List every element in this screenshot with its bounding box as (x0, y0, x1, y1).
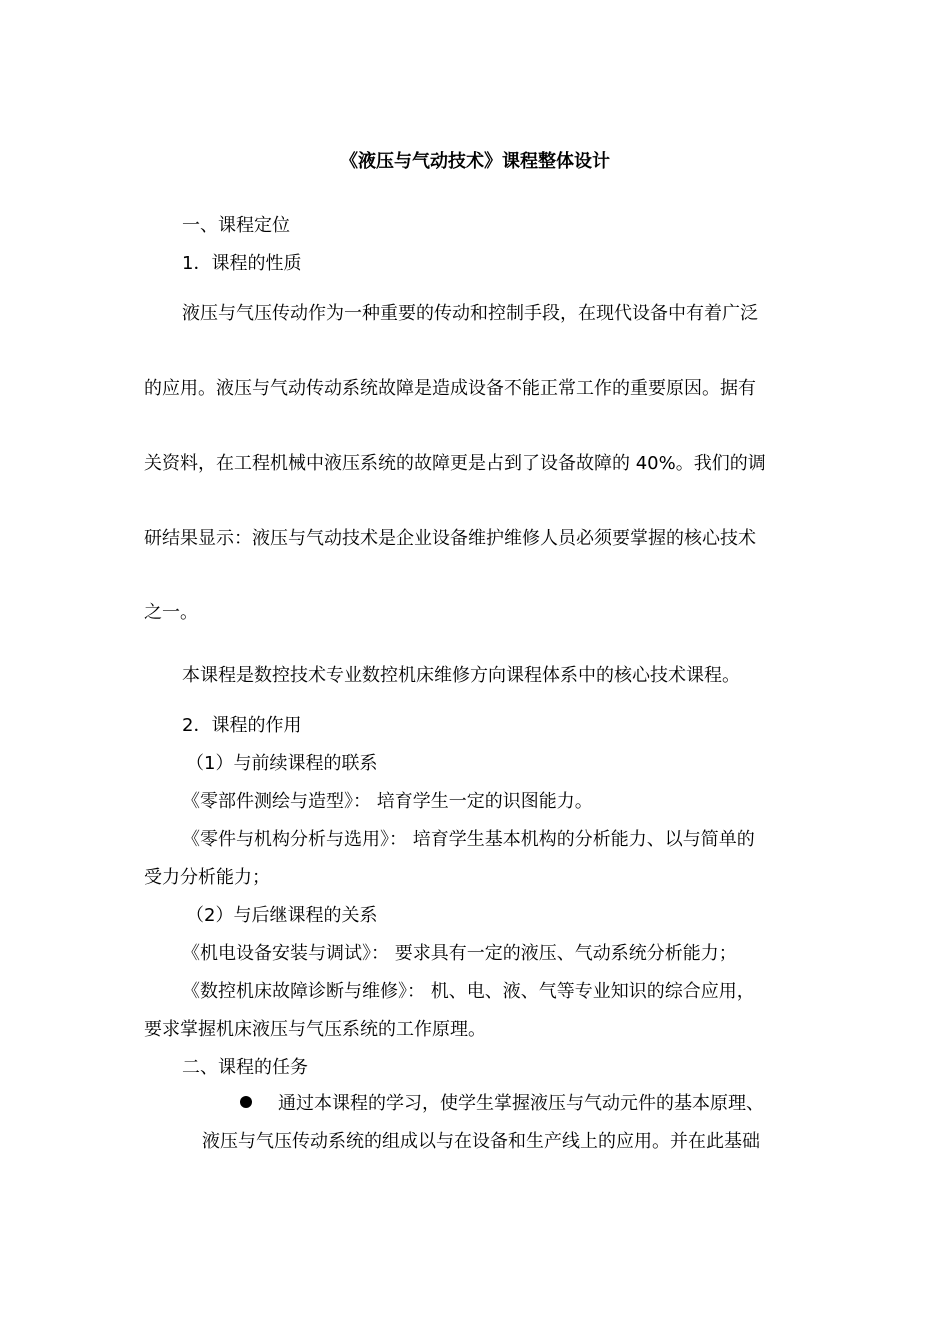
subheading-prior-courses: （1）与前续课程的联系 (186, 753, 378, 774)
bullet-item-line-continuation: 液压与气压传动系统的组成以与在设备和生产线上的应用。并在此基础 (202, 1131, 760, 1152)
prior-course-item: 《零件与机构分析与选用》： 培育学生基本机构的分析能力、以与简单的 (182, 829, 755, 850)
paragraph-line: 液压与气压传动作为一种重要的传动和控制手段，在现代设备中有着广泛 (182, 303, 758, 324)
paragraph-line: 关资料，在工程机械中液压系统的故障更是占到了设备故障的 40%。我们的调 (144, 453, 766, 474)
section-heading-course-positioning: 一、课程定位 (182, 215, 290, 236)
bullet-icon (240, 1096, 252, 1108)
paragraph-core-course: 本课程是数控技术专业数控机床维修方向课程体系中的核心技术课程。 (182, 665, 740, 686)
subheading-course-nature: 1．课程的性质 (182, 253, 302, 274)
document-title: 《液压与气动技术》课程整体设计 (340, 151, 610, 172)
following-course-item: 《机电设备安装与调试》： 要求具有一定的液压、气动系统分析能力； (182, 943, 737, 964)
subheading-course-role: 2．课程的作用 (182, 715, 302, 736)
section-heading-course-tasks: 二、课程的任务 (182, 1057, 308, 1078)
paragraph-line: 的应用。液压与气动传动系统故障是造成设备不能正常工作的重要原因。据有 (144, 378, 756, 399)
paragraph-line: 研结果显示：液压与气动技术是企业设备维护维修人员必须要掌握的核心技术 (144, 528, 756, 549)
bullet-item-line: 通过本课程的学习，使学生掌握液压与气动元件的基本原理、 (278, 1093, 764, 1114)
paragraph-line: 之一。 (144, 602, 198, 623)
prior-course-item: 《零部件测绘与造型》： 培育学生一定的识图能力。 (182, 791, 593, 812)
following-course-item-continuation: 要求掌握机床液压与气压系统的工作原理。 (144, 1019, 486, 1040)
subheading-following-courses: （2）与后继课程的关系 (186, 905, 378, 926)
prior-course-item-continuation: 受力分析能力； (144, 867, 270, 888)
following-course-item: 《数控机床故障诊断与维修》： 机、电、液、气等专业知识的综合应用， (182, 981, 755, 1002)
